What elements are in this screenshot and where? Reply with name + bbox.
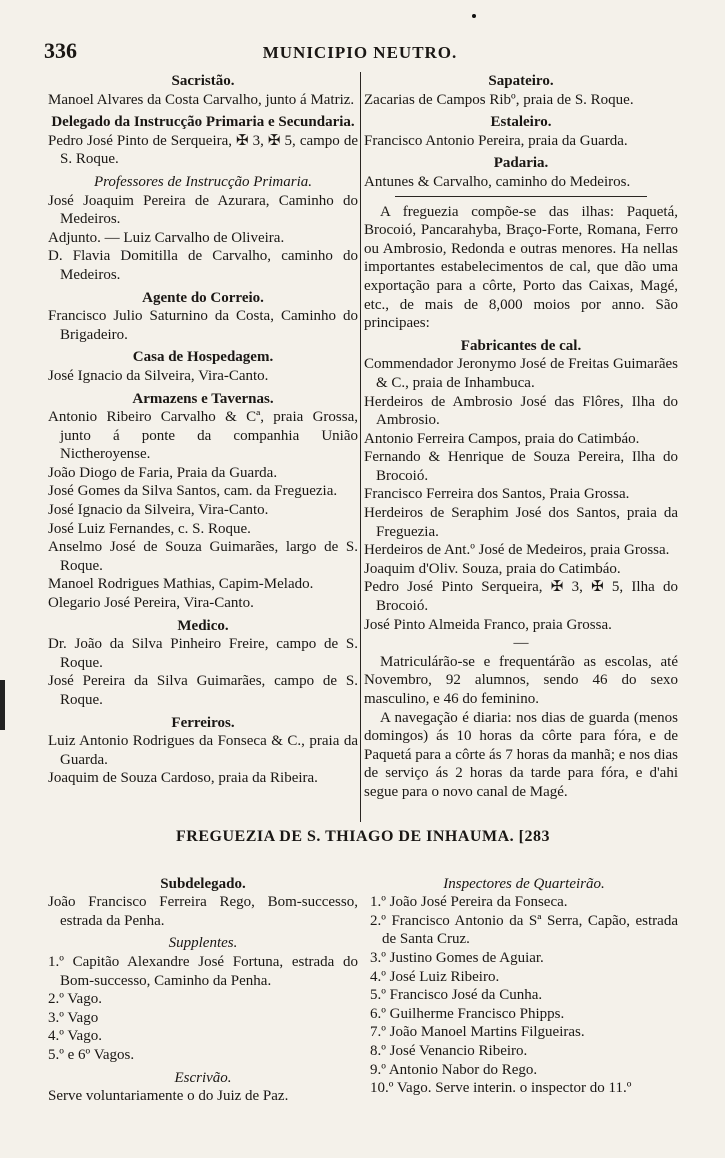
entry: Joaquim d'Oliv. Souza, praia do Catimbáo. <box>364 560 621 577</box>
entry: Herdeiros de Ambrosio José das Flôres, Ilha do Ambrosio. <box>364 393 678 429</box>
left-column <box>48 72 358 788</box>
entry: Anselmo José de Souza Guimarães, largo de S. Roque. <box>48 539 358 574</box>
section-left-column <box>48 875 358 1106</box>
page-header <box>44 38 676 66</box>
entry: Antunes & Carvalho, caminho do Medeiros. <box>364 173 631 190</box>
subheading: Sacristão. <box>171 73 235 89</box>
subheading: Estaleiro. <box>490 114 552 131</box>
paragraph: A navegação é diaria: nos dias de guarda (menos domingos) ás 10 horas da côrte para fóra, e de Paquetá para a côrte ás 7 horas da manhã; e nos dias de serviço ás 2 horas da tarde para fóra, e d'ahi segue para o novo canal de Magé. <box>364 709 678 800</box>
subheading: Agente do Correio. <box>142 289 264 306</box>
entry: Zacarias de Campos Ribº, praia de S. Roque. <box>364 91 634 108</box>
subheading: Fabricantes de cal. <box>460 337 582 354</box>
separator-dash: — <box>513 635 529 652</box>
entry: Luiz Antonio Rodrigues da Fonseca & C., praia da Guarda. <box>48 733 358 768</box>
italic-heading: Escrivão. <box>174 1069 232 1086</box>
entry: João Diogo de Faria, Praia da Guarda. <box>48 464 278 481</box>
section-title <box>48 828 678 847</box>
entry: 2.º Vago. <box>48 991 102 1008</box>
entry: Serve voluntariamente o do Juiz de Paz. <box>48 1088 289 1105</box>
paragraph: Matriculárão-se e frequentárão as escolas, até Novembro, 92 alumnos, sendo 46 do sexo masculino, e 46 do feminino. <box>364 653 678 707</box>
subheading: Delegado da Instrucção Primaria e Secundaria. <box>51 114 355 131</box>
entry: Manoel Rodrigues Mathias, Capim-Melado. <box>48 576 314 593</box>
subheading: Medico. <box>177 617 229 634</box>
italic-heading: Professores de Instrucção Primaria. <box>93 173 313 190</box>
entry: 3.º Vago <box>48 1009 99 1026</box>
entry: Francisco Julio Saturnino da Costa, Caminho do Brigadeiro. <box>48 308 358 343</box>
entry: 3.º Justino Gomes de Aguiar. <box>370 949 544 966</box>
entry: José Luiz Fernandes, c. S. Roque. <box>48 520 251 537</box>
entry: 7.º João Manoel Martins Filgueiras. <box>370 1024 585 1041</box>
entry: 2.º Francisco Antonio da Sª Serra, Capão, estrada de Santa Cruz. <box>370 912 678 948</box>
entry: 10.º Vago. Serve interin. o inspector do 11.º <box>370 1080 632 1097</box>
entry: José Joaquim Pereira de Azurara, Caminho do Medeiros. <box>48 192 358 228</box>
subheading: Subdelegado. <box>160 875 246 892</box>
page-number: 336 <box>44 38 77 63</box>
section-right-column <box>370 875 678 1098</box>
entry: Pedro José Pinto de Serqueira, ✠ 3, ✠ 5, campo de S. Roque. <box>48 132 358 168</box>
entry: Manoel Alvares da Costa Carvalho, junto á Matriz. <box>48 91 355 108</box>
entry: José Pinto Almeida Franco, praia Grossa. <box>364 616 612 633</box>
entry: Adjunto. — Luiz Carvalho de Oliveira. <box>48 229 285 246</box>
paragraph: A freguezia compõe-se das ilhas: Paquetá, Brocoió, Pancarahyba, Braço-Forte, Romana, Ferro ou Ambrosio, Redonda e outras menores. Ha nellas importantes estabelecimentos de cal, que dão uma exportação para a côrte, Porto das Caixas, Magé, etc., de mais de 8,000 moios por anno. São principaes: <box>364 203 678 332</box>
entry: Olegario José Pereira, Vira-Canto. <box>48 595 254 612</box>
subheading: Ferreiros. <box>171 714 235 731</box>
entry: José Ignacio da Silveira, Vira-Canto. <box>48 502 269 519</box>
entry: 6.º Guilherme Francisco Phipps. <box>370 1005 565 1022</box>
subheading: Sapateiro. <box>488 73 554 89</box>
print-speck <box>472 14 476 18</box>
entry: Dr. João da Silva Pinheiro Freire, campo de S. Roque. <box>48 636 358 671</box>
entry: João Francisco Ferreira Rego, Bom-successo, estrada da Penha. <box>48 894 358 929</box>
separator-rule <box>395 196 646 197</box>
right-column <box>364 72 678 802</box>
entry: Francisco Ferreira dos Santos, Praia Grossa. <box>364 486 630 503</box>
italic-heading: Supplentes. <box>168 935 238 952</box>
entry: 8.º José Venancio Ribeiro. <box>370 1042 528 1059</box>
entry: 4.º Vago. <box>48 1028 102 1045</box>
entry: José Gomes da Silva Santos, cam. da Freguezia. <box>48 483 338 500</box>
entry: Joaquim de Souza Cardoso, praia da Ribeira. <box>48 770 318 787</box>
entry: 1.º João José Pereira da Fonseca. <box>370 894 568 911</box>
entry: 5.º Francisco José da Cunha. <box>370 987 543 1004</box>
entry: Pedro José Pinto Serqueira, ✠ 3, ✠ 5, Ilha do Brocoió. <box>364 579 678 615</box>
entry: Antonio Ribeiro Carvalho & Cª, praia Grossa, junto á ponte da companhia União Nictheroyense. <box>48 409 358 463</box>
italic-heading: Inspectores de Quarteirão. <box>443 875 605 892</box>
entry: 9.º Antonio Nabor do Rego. <box>370 1061 538 1078</box>
entry: 1.º Capitão Alexandre José Fortuna, estrada do Bom-successo, Caminho da Penha. <box>48 953 358 989</box>
entry: 4.º José Luiz Ribeiro. <box>370 968 500 985</box>
section-ref: [283 <box>518 828 550 845</box>
section-title-text: FREGUEZIA DE S. THIAGO DE INHAUMA. <box>176 828 515 845</box>
entry: Herdeiros de Seraphim José dos Santos, praia da Freguezia. <box>364 505 678 540</box>
running-title: MUNICIPIO NEUTRO. <box>262 43 458 62</box>
entry: José Ignacio da Silveira, Vira-Canto. <box>48 367 269 384</box>
entry: 5.º e 6º Vagos. <box>48 1046 135 1063</box>
parish-section <box>48 828 678 1105</box>
subheading: Padaria. <box>493 155 549 172</box>
column-divider <box>360 72 361 822</box>
entry: Herdeiros de Ant.º José de Medeiros, praia Grossa. <box>364 542 670 559</box>
subheading: Casa de Hospedagem. <box>132 349 274 366</box>
entry: Antonio Ferreira Campos, praia do Catimbáo. <box>364 430 640 447</box>
binding-edge-mark <box>0 680 5 730</box>
entry: D. Flavia Domitilla de Carvalho, caminho do Medeiros. <box>48 248 358 283</box>
entry: Francisco Antonio Pereira, praia da Guarda. <box>364 132 628 149</box>
entry: Commendador Jeronymo José de Freitas Guimarães & C., praia de Inhambuca. <box>364 356 678 391</box>
entry: Fernando & Henrique de Souza Pereira, Ilha do Brocoió. <box>364 449 678 484</box>
subheading: Armazens e Tavernas. <box>132 390 274 407</box>
entry: José Pereira da Silva Guimarães, campo de S. Roque. <box>48 673 358 708</box>
